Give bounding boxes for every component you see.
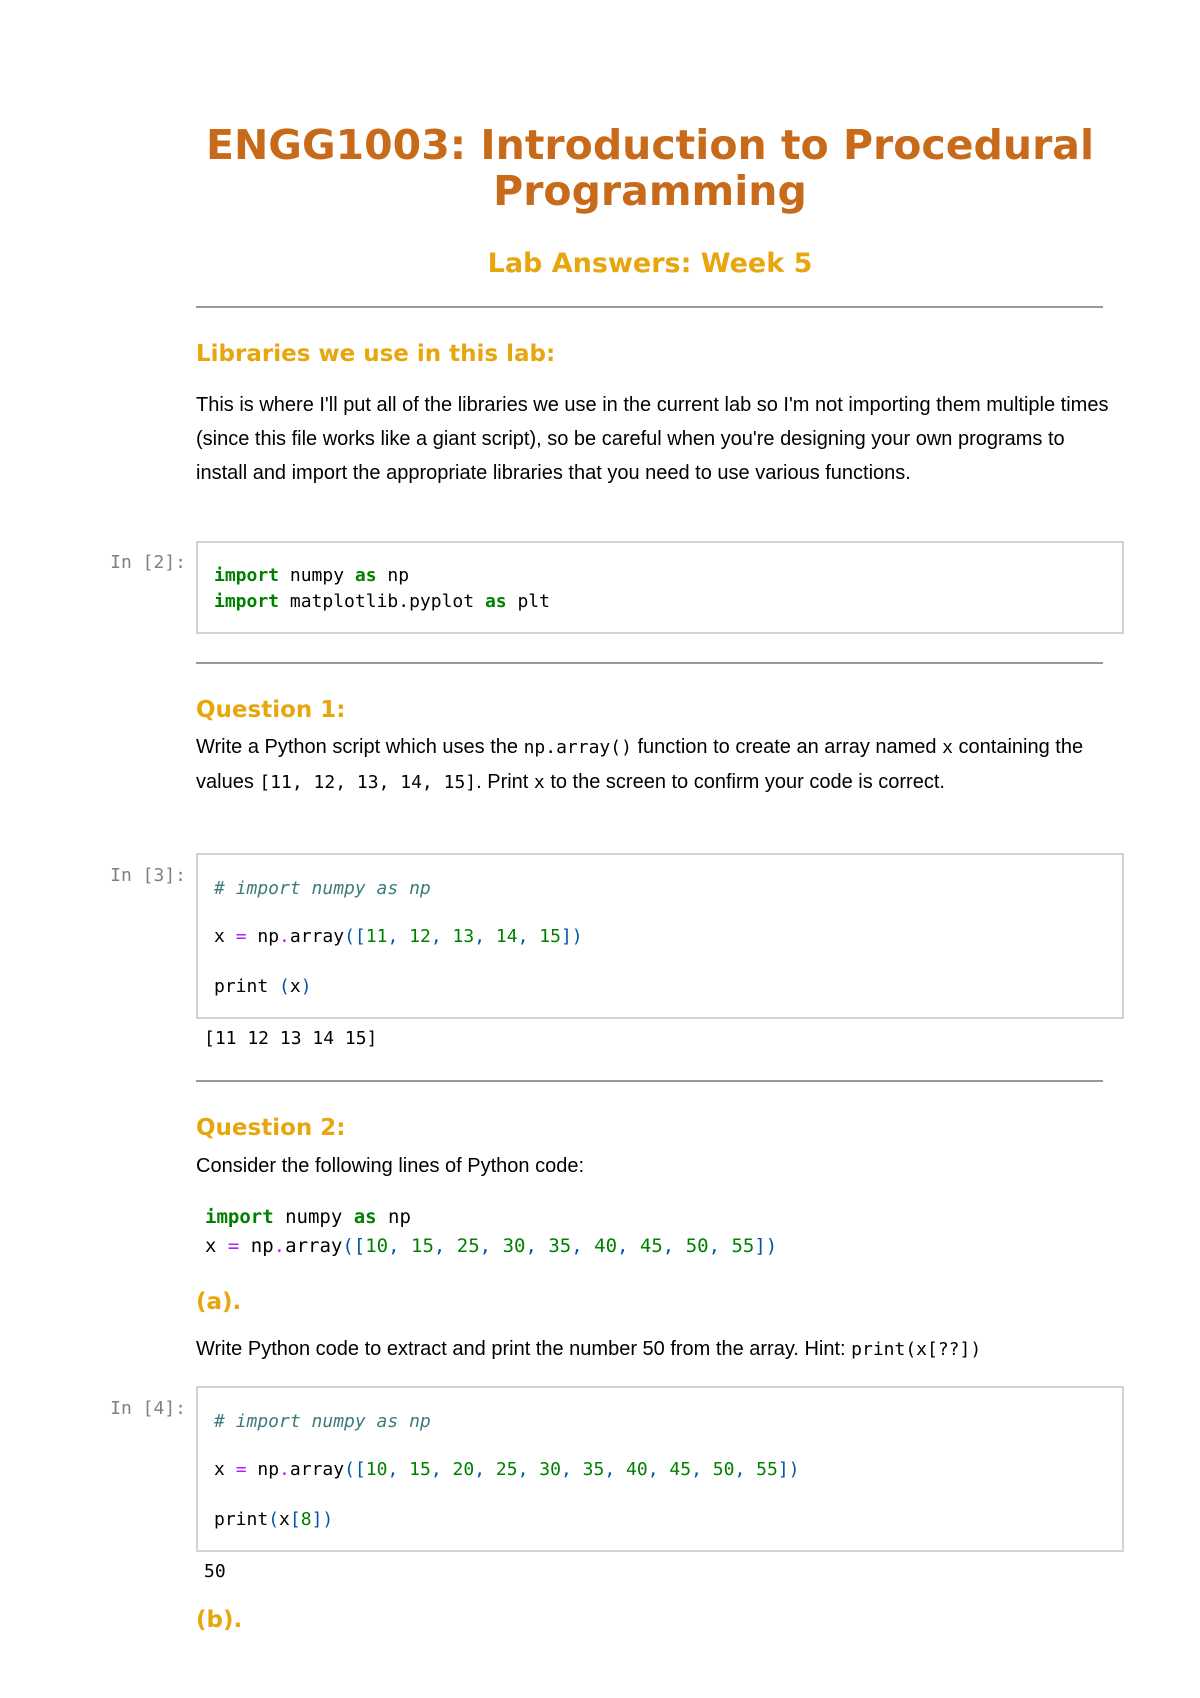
part-b-label: (b). — [196, 1607, 243, 1633]
code-token: 13 — [452, 926, 475, 947]
code-token: as — [354, 565, 377, 586]
code-line — [214, 1509, 333, 1530]
code-token: import — [205, 1206, 274, 1228]
question2-heading: Question 2: — [196, 1115, 346, 1141]
code-token: 8 — [300, 1509, 312, 1530]
code-cell-question2a[interactable] — [196, 1386, 1124, 1552]
code-token: ]) — [311, 1509, 334, 1530]
code-token: import — [214, 565, 280, 586]
snippet-line — [205, 1235, 777, 1257]
code-token: import — [214, 591, 280, 612]
inline-code: [11, 12, 13, 14, 15] — [259, 772, 477, 793]
code-token: np — [376, 565, 410, 586]
q1-text-part: . Print — [476, 771, 534, 793]
code-token: 30 — [539, 1459, 561, 1480]
page-title: ENGG1003: Introduction to Procedural Programming — [205, 121, 1095, 215]
code-token: , — [474, 926, 496, 947]
code-token: = — [227, 1235, 240, 1257]
code-token: matplotlib.pyplot — [279, 591, 485, 612]
q1-text-part: Write a Python script which uses the — [196, 736, 524, 758]
libraries-description: This is where I'll put all of the libraries we use in the current lab so I'm not importing them multiple times (since this file works like a giant script), so be careful when you're designing your own programs to install and import the appropriate libraries that you need to use various functions. — [196, 394, 1109, 484]
inline-code: x — [533, 772, 545, 793]
code-token: 15 — [409, 1459, 431, 1480]
question1-heading: Question 1: — [196, 697, 346, 723]
cell-prompt: In [3]: — [110, 865, 186, 886]
code-line — [214, 565, 409, 586]
q1-text-part: containing the values — [196, 736, 1084, 793]
code-token: np — [246, 1459, 280, 1480]
code-token: 25 — [495, 1459, 518, 1480]
code-token: , — [691, 1459, 713, 1480]
code-cell-question1[interactable] — [196, 853, 1124, 1019]
code-token: 50 — [712, 1459, 735, 1480]
part-a-label: (a). — [196, 1289, 242, 1315]
code-token: , — [708, 1235, 732, 1257]
code-line — [214, 1411, 431, 1432]
q1-text-part: to the screen to confirm your code is correct. — [544, 771, 945, 793]
libraries-heading: Libraries we use in this lab: — [196, 341, 556, 367]
code-token: , — [430, 926, 453, 947]
code-token: x — [205, 1235, 228, 1257]
divider — [196, 306, 1103, 308]
code-token: ]) — [754, 1235, 778, 1257]
code-token: 15 — [539, 926, 561, 947]
code-token: , — [617, 1235, 640, 1257]
inline-code: np.array() — [523, 737, 632, 758]
cell-prompt: In [2]: — [110, 552, 186, 573]
code-token: , — [734, 1459, 757, 1480]
cell-prompt: In [4]: — [110, 1398, 186, 1419]
code-token: print — [214, 976, 269, 997]
code-token: , — [387, 1459, 410, 1480]
code-token: np — [376, 1206, 411, 1228]
part-a-text — [196, 1332, 1116, 1367]
code-token: array — [289, 1459, 345, 1480]
code-token: numpy — [273, 1206, 354, 1228]
code-token: , — [525, 1235, 549, 1257]
code-token: 45 — [639, 1235, 663, 1257]
code-token: , — [517, 926, 540, 947]
code-token: [ — [289, 1509, 301, 1530]
code-token: ) — [300, 976, 312, 997]
code-line — [214, 1459, 800, 1480]
divider — [196, 662, 1103, 664]
code-token: . — [279, 1459, 290, 1480]
code-token: x — [214, 926, 236, 947]
code-token: plt — [506, 591, 550, 612]
code-line — [214, 591, 550, 612]
code-token: 20 — [452, 1459, 475, 1480]
code-token: , — [433, 1235, 457, 1257]
code-token: numpy — [279, 565, 355, 586]
divider — [196, 1080, 1103, 1082]
code-token: 55 — [756, 1459, 778, 1480]
code-token: , — [387, 926, 410, 947]
code-token: , — [479, 1235, 503, 1257]
q1-text-part: function to create an array named — [631, 736, 943, 758]
code-line — [214, 976, 312, 997]
code-token: 11 — [365, 926, 388, 947]
code-token: 14 — [495, 926, 518, 947]
code-token: 15 — [411, 1235, 434, 1257]
code-token: ( — [268, 1509, 280, 1530]
code-token: array — [289, 926, 345, 947]
code-token: , — [571, 1235, 595, 1257]
code-token: 10 — [365, 1459, 388, 1480]
code-token: x — [279, 1509, 290, 1530]
code-token: = — [235, 926, 247, 947]
code-token: , — [430, 1459, 453, 1480]
snippet-line — [205, 1206, 411, 1228]
code-token: , — [474, 1459, 496, 1480]
code-token: , — [560, 1459, 583, 1480]
code-token: ]) — [777, 1459, 800, 1480]
code-token: ([ — [344, 1459, 366, 1480]
code-token: # import numpy as np — [214, 878, 431, 899]
code-token: ]) — [560, 926, 583, 947]
code-token: as — [353, 1206, 377, 1228]
code-token: , — [604, 1459, 627, 1480]
code-token: = — [235, 1459, 247, 1480]
page-subtitle: Lab Answers: Week 5 — [487, 248, 813, 279]
code-token: 12 — [409, 926, 431, 947]
code-token: # import numpy as np — [214, 1411, 431, 1432]
part-a-instruction: Write Python code to extract and print the number 50 from the array. Hint: — [196, 1338, 852, 1360]
inline-code: print(x[??]) — [851, 1339, 982, 1360]
code-cell-imports[interactable] — [196, 541, 1124, 634]
cell-output: 50 — [204, 1561, 226, 1582]
code-token: 45 — [669, 1459, 692, 1480]
code-token: , — [662, 1235, 686, 1257]
code-token: 40 — [594, 1235, 618, 1257]
code-token: array — [285, 1235, 343, 1257]
code-token: 35 — [582, 1459, 605, 1480]
code-token: . — [279, 926, 290, 947]
code-line — [214, 926, 583, 947]
inline-code: x — [942, 737, 953, 758]
code-line — [214, 878, 431, 899]
code-token: 10 — [365, 1235, 389, 1257]
code-token: , — [388, 1235, 411, 1257]
code-token: 50 — [685, 1235, 709, 1257]
code-token: 30 — [502, 1235, 526, 1257]
code-token: print — [214, 1509, 269, 1530]
code-token: . — [273, 1235, 286, 1257]
code-token: as — [484, 591, 507, 612]
code-token: ([ — [342, 1235, 366, 1257]
code-token: x — [289, 976, 301, 997]
code-token: x — [214, 1459, 236, 1480]
code-token: ( — [268, 976, 290, 997]
code-token: 55 — [731, 1235, 755, 1257]
code-token: 35 — [548, 1235, 572, 1257]
code-token: np — [246, 926, 280, 947]
code-token: , — [647, 1459, 670, 1480]
code-token: np — [239, 1235, 274, 1257]
cell-output: [11 12 13 14 15] — [204, 1028, 378, 1049]
code-token: 25 — [456, 1235, 480, 1257]
question1-text — [196, 730, 1116, 800]
code-token: 40 — [626, 1459, 648, 1480]
code-token: ([ — [344, 926, 366, 947]
question2-intro: Consider the following lines of Python code: — [196, 1155, 585, 1177]
code-token: , — [517, 1459, 540, 1480]
